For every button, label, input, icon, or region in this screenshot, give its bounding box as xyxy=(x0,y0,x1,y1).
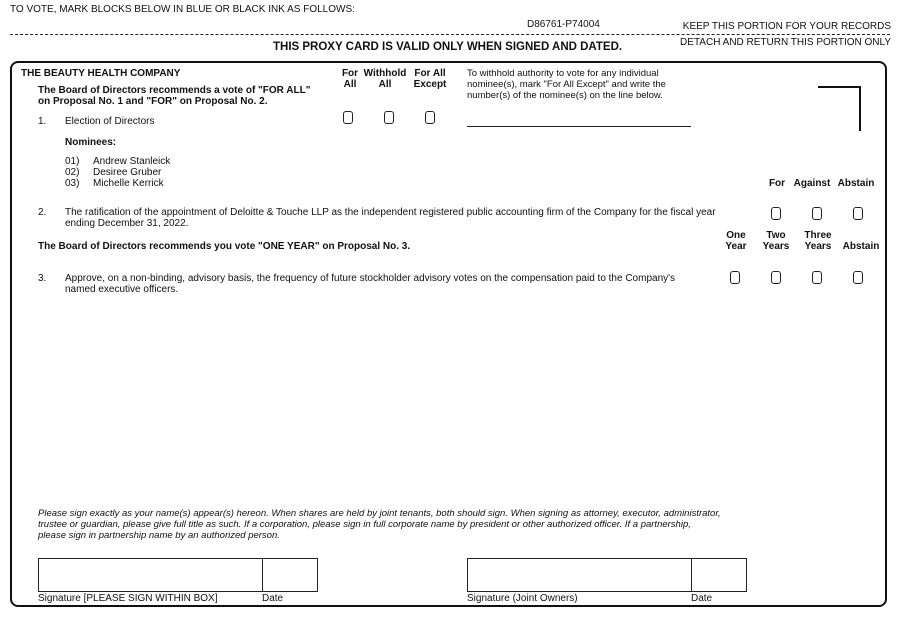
proposal-1-text: Election of Directors xyxy=(65,116,155,127)
control-number: D86761-P74004 xyxy=(527,19,600,30)
joint-signature-label: Signature (Joint Owners) xyxy=(467,593,578,604)
proposal-2-for-checkbox[interactable] xyxy=(771,207,781,220)
detach-portion-label: DETACH AND RETURN THIS PORTION ONLY xyxy=(680,37,891,48)
header-for-all-except-line2: Except xyxy=(413,79,447,90)
header-for: For xyxy=(768,178,786,189)
joint-date-label: Date xyxy=(691,593,713,604)
registration-mark xyxy=(818,86,861,131)
header-withhold-all-line2: All xyxy=(378,79,392,90)
nominee-row xyxy=(65,178,170,189)
signature-box[interactable] xyxy=(38,558,263,592)
recommendation-1-line2: on Proposal No. 1 and "FOR" on Proposal No. 2. xyxy=(38,96,268,107)
withhold-instruction-line2: nominee(s), mark "For All Except" and write the xyxy=(467,79,666,90)
header-for-all-except-line1: For All xyxy=(414,68,446,79)
date-box[interactable] xyxy=(262,558,318,592)
proposal-2-against-checkbox[interactable] xyxy=(812,207,822,220)
nominee-list xyxy=(65,156,170,189)
proposal-3-one-year-checkbox[interactable] xyxy=(730,271,740,284)
proposal-3-text-line2: named executive officers. xyxy=(65,284,179,295)
date-label: Date xyxy=(262,593,284,604)
nominee-number: 01) xyxy=(65,156,80,167)
header-withhold-all-line1: Withhold xyxy=(363,68,407,79)
header-abstain: Abstain xyxy=(837,178,875,189)
proposal-1-number: 1. xyxy=(38,116,47,127)
recommendation-3: The Board of Directors recommends you vote "ONE YEAR" on Proposal No. 3. xyxy=(38,241,411,252)
header-two-years-line1: Two xyxy=(766,230,786,241)
proposal-2-abstain-checkbox[interactable] xyxy=(853,207,863,220)
sign-instruction-line1: Please sign exactly as your name(s) appear(s) hereon. When shares are held by joint tenants, both should sign. When signing as attorney, executor, administrator, xyxy=(38,508,721,519)
withhold-instruction-line1: To withhold authority to vote for any individual xyxy=(467,68,659,79)
header-one-year-line2: Year xyxy=(725,241,747,252)
proposal-3-three-years-checkbox[interactable] xyxy=(812,271,822,284)
validity-notice: THIS PROXY CARD IS VALID ONLY WHEN SIGNED AND DATED. xyxy=(273,41,623,53)
proposal-2-text-line1: The ratification of the appointment of Deloitte & Touche LLP as the independent registered public accounting firm of the Company for the fiscal year xyxy=(65,207,716,218)
joint-date-box[interactable] xyxy=(691,558,747,592)
header-for-all-line1: For xyxy=(341,68,359,79)
detach-line xyxy=(10,34,890,35)
proposal-3-number: 3. xyxy=(38,273,47,284)
nominee-name: Michelle Kerrick xyxy=(93,178,164,189)
proposal-2-number: 2. xyxy=(38,207,47,218)
proposal-1-withhold-all-checkbox[interactable] xyxy=(384,111,394,124)
header-three-years-line2: Years xyxy=(804,241,832,252)
proposal-2-text-line2: ending December 31, 2022. xyxy=(65,218,189,229)
header-for-all-line2: All xyxy=(343,79,357,90)
nominee-number-write-line[interactable] xyxy=(467,126,691,127)
nominees-label: Nominees: xyxy=(65,137,117,148)
proposal-3-two-years-checkbox[interactable] xyxy=(771,271,781,284)
proposal-3-abstain-checkbox[interactable] xyxy=(853,271,863,284)
nominee-row xyxy=(65,167,170,178)
nominee-number: 03) xyxy=(65,178,80,189)
proposal-3-text-line1: Approve, on a non-binding, advisory basis, the frequency of future stockholder advisory votes on the compensation paid to the Company's xyxy=(65,273,676,284)
vote-instruction: TO VOTE, MARK BLOCKS BELOW IN BLUE OR BLACK INK AS FOLLOWS: xyxy=(10,4,355,15)
header-one-year-line1: One xyxy=(726,230,746,241)
proposal-1-for-all-checkbox[interactable] xyxy=(343,111,353,124)
company-name: THE BEAUTY HEALTH COMPANY xyxy=(21,68,181,79)
nominee-row xyxy=(65,156,170,167)
header-against: Against xyxy=(793,178,831,189)
header-abstain-3: Abstain xyxy=(842,241,880,252)
sign-instruction-line2: trustee or guardian, please give full title as such. If a corporation, please sign in full corporate name by president or other authorized officer. If a partnership, xyxy=(38,519,691,530)
proposal-1-for-all-except-checkbox[interactable] xyxy=(425,111,435,124)
nominee-name: Desiree Gruber xyxy=(93,167,162,178)
nominee-name: Andrew Stanleick xyxy=(93,156,171,167)
sign-instruction-line3: please sign in partnership name by an authorized person. xyxy=(38,530,280,541)
joint-signature-box[interactable] xyxy=(467,558,692,592)
recommendation-1-line1: The Board of Directors recommends a vote of "FOR ALL" xyxy=(38,85,311,96)
header-two-years-line2: Years xyxy=(762,241,790,252)
header-three-years-line1: Three xyxy=(804,230,832,241)
nominee-number: 02) xyxy=(65,167,80,178)
signature-label: Signature [PLEASE SIGN WITHIN BOX] xyxy=(38,593,218,604)
withhold-instruction-line3: number(s) of the nominee(s) on the line below. xyxy=(467,90,663,101)
keep-portion-label: KEEP THIS PORTION FOR YOUR RECORDS xyxy=(682,21,891,32)
